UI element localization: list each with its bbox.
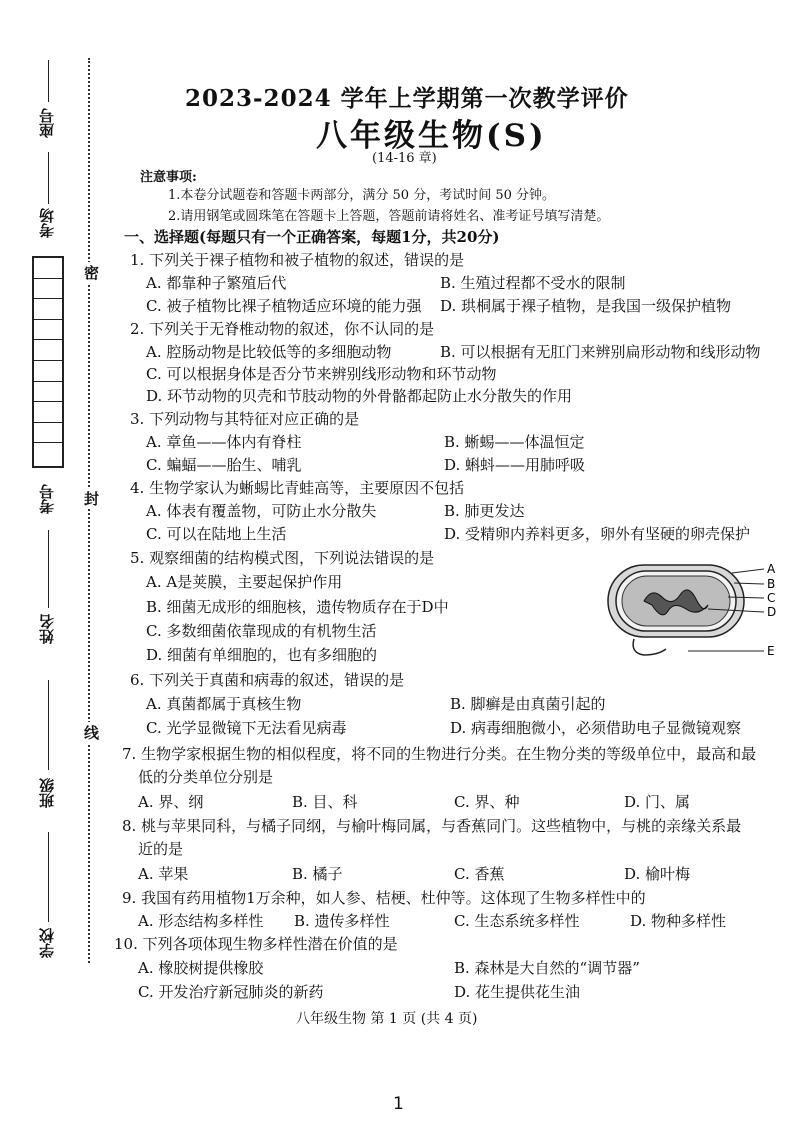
binding-dotted-line [88,58,90,963]
q2-option-d: D. 环节动物的贝壳和节肢动物的外骨骼都起防止水分散失的作用 [146,387,573,405]
q8-option-a: A. 苹果 [138,865,189,883]
exam-room-label: 考场 [38,208,56,238]
exam-title: 2023-2024 学年上学期第一次教学评价 [185,85,629,112]
q1-option-a: A. 都靠种子繁殖后代 [146,274,287,292]
name-label: 姓名 [38,614,56,644]
q7-option-a: A. 界、纲 [138,793,204,811]
flagellum-shape [633,639,666,655]
class-blank [48,680,49,770]
q6-stem: 6. 下列关于真菌和病毒的叙述，错误的是 [130,671,405,689]
notice-label: 注意事项: [140,170,197,185]
q10-option-a: A. 橡胶树提供橡胶 [138,959,264,977]
exam-no-label: 考号 [38,484,56,514]
page-number: 1 [393,1094,404,1114]
q3-option-a: A. 章鱼——体内有脊柱 [146,433,302,451]
seal-feng: 封 [84,490,100,508]
school-blank [48,832,49,922]
q8-option-c: C. 香蕉 [454,865,505,883]
q1-option-c: C. 被子植物比裸子植物适应环境的能力强 [146,297,422,315]
seat-label: 座号 [38,108,56,138]
q6-option-c: C. 光学显微镜下无法看见病毒 [146,719,347,737]
school-label: 学校 [38,928,56,958]
q2-option-c: C. 可以根据身体是否分节来辨别线形动物和环节动物 [146,365,497,383]
chapter-range: (14-16 章) [372,151,437,166]
q10-option-b: B. 森林是大自然的“调节器” [454,959,640,977]
q9-option-d: D. 物种多样性 [630,912,727,930]
q8-option-d: D. 榆叶梅 [624,865,691,883]
q4-option-c: C. 可以在陆地上生活 [146,525,287,543]
q6-option-a: A. 真菌都属于真核生物 [146,695,302,713]
q5-option-c: C. 多数细菌依靠现成的有机物生活 [146,622,377,640]
q5-stem: 5. 观察细菌的结构模式图，下列说法错误的是 [130,549,435,567]
q3-option-b: B. 蜥蜴——体温恒定 [444,433,585,451]
class-label: 班级 [38,778,56,808]
bacterium-diagram [604,555,788,663]
seal-xian: 线 [84,724,100,742]
q4-option-b: B. 肺更发达 [444,502,525,520]
diagram-label-b: B [767,577,776,591]
q2-stem: 2. 下列关于无脊椎动物的叙述，你不认同的是 [130,320,435,338]
seat-blank [48,60,49,102]
q7-stem-line2: 低的分类单位分别是 [138,768,274,786]
exam-number-grid [32,256,64,468]
subject-title: 八年级生物(S) [316,118,547,154]
q6-option-b: B. 脚癣是由真菌引起的 [450,695,606,713]
q7-stem-line1: 7. 生物学家根据生物的相似程度，将不同的生物进行分类。在生物分类的等级单位中，最高和最 [122,745,757,763]
diagram-label-c: C [767,591,776,605]
q10-option-c: C. 开发治疗新冠肺炎的新药 [138,983,324,1001]
q2-option-a: A. 腔肠动物是比较低等的多细胞动物 [146,343,392,361]
page-footer: 八年级生物 第 1 页 (共 4 页) [296,1011,478,1027]
section-heading: 一、选择题(每题只有一个正确答案，每题1分，共20分) [124,228,500,246]
name-blank [48,530,49,608]
notice-item-1: 1.本卷分试题卷和答题卡两部分，满分 50 分，考试时间 50 分钟。 [168,188,556,203]
q9-option-c: C. 生态系统多样性 [454,912,580,930]
diagram-label-e: E [767,644,775,658]
q10-stem: 10. 下列各项体现生物多样性潜在价值的是 [114,935,398,953]
q5-option-a: A. A是荚膜，主要起保护作用 [146,573,343,591]
q5-option-b: B. 细菌无成形的细胞核，遗传物质存在于D中 [146,598,449,616]
q1-stem: 1. 下列关于裸子植物和被子植物的叙述，错误的是 [130,251,465,269]
q8-option-b: B. 橘子 [292,865,343,883]
q8-stem-line1: 8. 桃与苹果同科，与橘子同纲，与榆叶梅同属，与香蕉同门。这些植物中，与桃的亲缘关系最 [122,817,742,835]
q5-option-d: D. 细菌有单细胞的，也有多细胞的 [146,646,378,664]
q4-option-d: D. 受精卵内养料更多，卵外有坚硬的卵壳保护 [444,525,751,543]
exam-room-blank [48,152,49,204]
q3-option-d: D. 蝌蚪——用肺呼吸 [444,456,586,474]
q6-option-d: D. 病毒细胞微小，必须借助电子显微镜观察 [450,719,742,737]
q3-option-c: C. 蝙蝠——胎生、哺乳 [146,456,302,474]
notice-item-2: 2.请用钢笔或圆珠笔在答题卡上答题，答题前请将姓名、准考证号填写清楚。 [168,209,610,224]
q8-stem-line2: 近的是 [138,840,184,858]
q7-option-c: C. 界、种 [454,793,520,811]
q9-stem: 9. 我国有药用植物1万余种，如人参、桔梗、杜仲等。这体现了生物多样性中的 [122,889,646,907]
q1-option-d: D. 珙桐属于裸子植物，是我国一级保护植物 [440,297,732,315]
diagram-label-d: D [767,605,777,619]
q10-option-d: D. 花生提供花生油 [454,983,581,1001]
diagram-label-a: A [767,562,776,576]
q2-option-b: B. 可以根据有无肛门来辨别扁形动物和线形动物 [440,343,761,361]
q9-option-b: B. 遗传多样性 [294,912,390,930]
q1-option-b: B. 生殖过程都不受水的限制 [440,274,626,292]
seal-mi: 密 [84,264,100,282]
q4-option-a: A. 体表有覆盖物，可防止水分散失 [146,502,377,520]
q7-option-d: D. 门、属 [624,793,691,811]
q4-stem: 4. 生物学家认为蜥蜴比青蛙高等，主要原因不包括 [130,479,465,497]
q3-stem: 3. 下列动物与其特征对应正确的是 [130,410,360,428]
q7-option-b: B. 目、科 [292,793,358,811]
q9-option-a: A. 形态结构多样性 [138,912,264,930]
